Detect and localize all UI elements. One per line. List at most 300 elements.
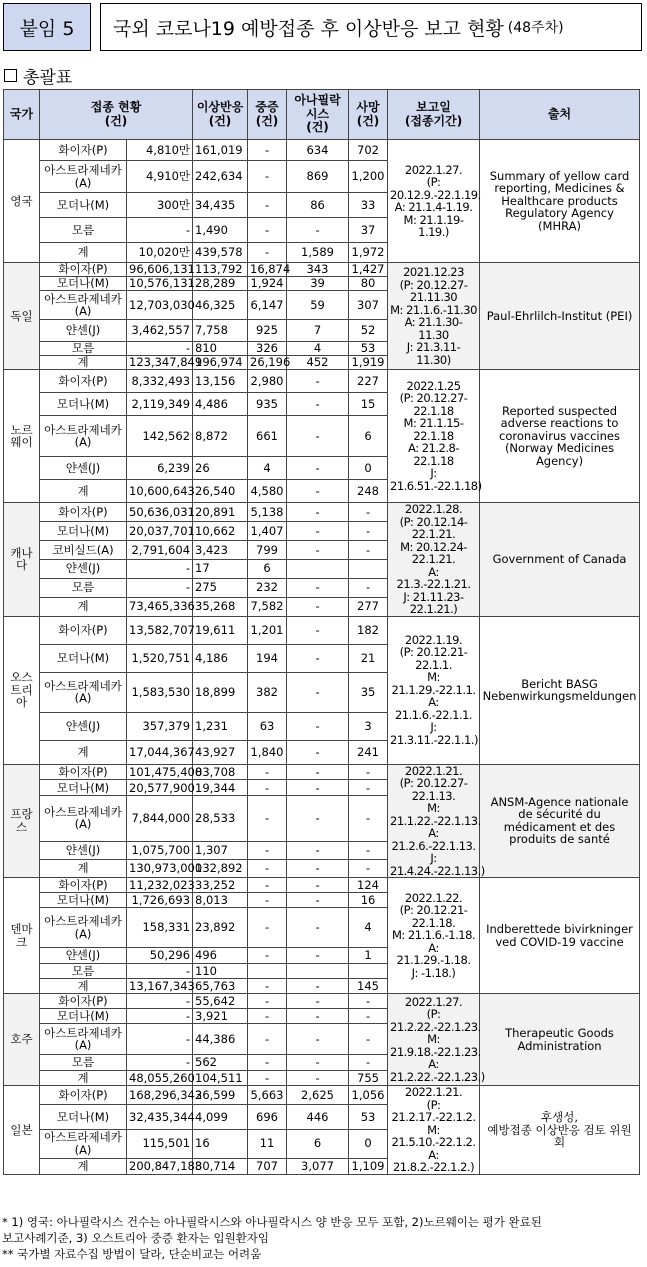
anaphylaxis-value: - (287, 480, 349, 503)
death-value: 53 (349, 1105, 388, 1130)
doses-value: 2,791,604 (127, 540, 193, 559)
country-name: 독일 (4, 263, 40, 370)
vaccine-name: 아스트라제네카(A) (40, 1024, 127, 1055)
severe-value: - (248, 796, 287, 841)
vaccine-name: 모더나(M) (40, 644, 127, 672)
death-value: 0 (349, 1129, 388, 1158)
doses-value: 50,636,031 (127, 503, 193, 522)
vaccine-name: 화이자(P) (40, 263, 127, 277)
vaccine-name: 코비실드(A) (40, 540, 127, 559)
doses-value: 73,465,336 (127, 597, 193, 616)
footnote-line: * 1) 영국: 아나필락시스 건수는 아나필락시스와 아나필락시스 양 반응 모두 포함, 2)노르웨이는 평가 완료된 (2, 1215, 542, 1229)
vaccine-name: 아스트라제네카(A) (40, 672, 127, 712)
severe-value: 382 (248, 672, 287, 712)
death-value: 53 (349, 342, 388, 356)
vaccine-name: 계 (40, 243, 127, 263)
severe-value: 11 (248, 1129, 287, 1158)
doses-value: 168,296,343 (127, 1086, 193, 1105)
doses-value: 11,232,023 (127, 878, 193, 893)
table-row (4, 1086, 640, 1105)
anaphylaxis-value (287, 964, 349, 979)
doses-value: - (127, 1055, 193, 1071)
footnotes (2, 1214, 645, 1262)
header-col-adverse: 이상반응 (건) (193, 90, 248, 140)
severe-value: 63 (248, 712, 287, 740)
severe-value: - (248, 161, 287, 193)
vaccine-name: 계 (40, 1071, 127, 1086)
country-name: 오스 트리 아 (4, 616, 40, 764)
severe-value: - (248, 780, 287, 796)
death-value: 241 (349, 740, 388, 764)
adverse-value: 7,758 (193, 320, 248, 342)
adverse-value: 113,792 (193, 263, 248, 277)
death-value: - (349, 796, 388, 841)
page-title-week: (48주차) (507, 20, 564, 36)
death-value: - (349, 841, 388, 859)
header-col-severe: 중증 (건) (248, 90, 287, 140)
adverse-value: 83,708 (193, 764, 248, 780)
vaccine-name: 모름 (40, 578, 127, 597)
vaccine-name: 아스트라제네카(A) (40, 1129, 127, 1158)
death-value: 0 (349, 457, 388, 480)
anaphylaxis-value: 446 (287, 1105, 349, 1130)
doses-value: - (127, 342, 193, 356)
country-name: 호주 (4, 994, 40, 1086)
doses-value: - (127, 218, 193, 243)
adverse-value: 496 (193, 948, 248, 964)
anaphylaxis-value: - (287, 908, 349, 948)
table-row (4, 764, 640, 780)
anaphylaxis-value: 2,625 (287, 1086, 349, 1105)
death-value: 21 (349, 644, 388, 672)
doses-value: - (127, 1024, 193, 1055)
header-col-doses: 접종 현황 (건) (40, 90, 193, 140)
adverse-value: 18,899 (193, 672, 248, 712)
death-value: - (349, 780, 388, 796)
anaphylaxis-value: - (287, 841, 349, 859)
source-name: Government of Canada (480, 503, 640, 617)
anaphylaxis-value: 86 (287, 193, 349, 218)
severe-value: 4 (248, 457, 287, 480)
death-value: - (349, 1009, 388, 1024)
header-col-report-date: 보고일 (접종기간) (388, 90, 480, 140)
vaccine-name: 모더나(M) (40, 193, 127, 218)
death-value: 1,919 (349, 356, 388, 370)
anaphylaxis-value: - (287, 712, 349, 740)
country-name: 영국 (4, 140, 40, 263)
death-value: - (349, 503, 388, 522)
doses-value: - (127, 1009, 193, 1024)
anaphylaxis-value: - (287, 457, 349, 480)
anaphylaxis-value: 634 (287, 140, 349, 161)
severe-value: 6 (248, 559, 287, 578)
doses-value: 300만 (127, 193, 193, 218)
adverse-value: 23,892 (193, 908, 248, 948)
report-period: 2022.1.27. (P: 21.2.22.-22.1.23. M: 21.9.18.-22.1.23. A: 21.2.22.-22.1.23.) (388, 994, 480, 1086)
severe-value: - (248, 878, 287, 893)
doses-value: 1,520,751 (127, 644, 193, 672)
doses-value: 200,847,188 (127, 1158, 193, 1174)
vaccine-name: 모더나(M) (40, 893, 127, 908)
vaccine-name: 화이자(P) (40, 994, 127, 1009)
doses-value: 8,332,493 (127, 370, 193, 393)
adverse-value: 8,872 (193, 416, 248, 457)
adverse-value: 10,662 (193, 521, 248, 540)
severe-value: 1,840 (248, 740, 287, 764)
doses-value: 10,020만 (127, 243, 193, 263)
anaphylaxis-value: - (287, 370, 349, 393)
report-period: 2021.12.23 (P: 20.12.27- 21.11.30 M: 21.1.6.-11.30 A: 21.1.30-11.30 J: 21.3.11-11.30) (388, 263, 480, 370)
adverse-value: 30,714 (193, 1158, 248, 1174)
doses-value: 13,582,707 (127, 616, 193, 644)
vaccine-name: 얀센(J) (40, 457, 127, 480)
adverse-value: 196,974 (193, 356, 248, 370)
death-value: - (349, 1024, 388, 1055)
severe-value: 232 (248, 578, 287, 597)
anaphylaxis-value: - (287, 597, 349, 616)
vaccine-name: 계 (40, 480, 127, 503)
adverse-value: 28,533 (193, 796, 248, 841)
vaccine-name: 얀센(J) (40, 712, 127, 740)
severe-value: 707 (248, 1158, 287, 1174)
adverse-value: 4,186 (193, 644, 248, 672)
death-value: 33 (349, 193, 388, 218)
severe-value: - (248, 948, 287, 964)
adverse-value: 275 (193, 578, 248, 597)
vaccine-name: 모름 (40, 964, 127, 979)
adverse-value: 20,891 (193, 503, 248, 522)
doses-value: 1,075,700 (127, 841, 193, 859)
death-value: 1 (349, 948, 388, 964)
anaphylaxis-value: - (287, 878, 349, 893)
country-name: 캐나 다 (4, 503, 40, 617)
anaphylaxis-value: - (287, 393, 349, 416)
anaphylaxis-value: - (287, 994, 349, 1009)
anaphylaxis-value: - (287, 218, 349, 243)
vaccine-name: 계 (40, 979, 127, 994)
doses-value: 4,910만 (127, 161, 193, 193)
doses-value: 32,435,344 (127, 1105, 193, 1130)
country-name: 일본 (4, 1086, 40, 1175)
adverse-value: 4,099 (193, 1105, 248, 1130)
death-value: 4 (349, 908, 388, 948)
severe-value: - (248, 218, 287, 243)
severe-value: 696 (248, 1105, 287, 1130)
vaccine-name: 모더나(M) (40, 277, 127, 291)
severe-value: 1,407 (248, 521, 287, 540)
vaccine-name: 모더나(M) (40, 521, 127, 540)
anaphylaxis-value: 6 (287, 1129, 349, 1158)
header-col-country: 국가 (4, 90, 40, 140)
vaccine-name: 화이자(P) (40, 764, 127, 780)
attachment-badge: 붙임 5 (3, 3, 91, 51)
death-value: 35 (349, 672, 388, 712)
adverse-value: 16 (193, 1129, 248, 1158)
report-period: 2022.1.27. (P: 20.12.9.-22.1.19. A: 21.1.4-1.19. M: 21.1.19-1.19.) (388, 140, 480, 263)
severe-value: 661 (248, 416, 287, 457)
doses-value: 115,501 (127, 1129, 193, 1158)
death-value: - (349, 540, 388, 559)
adverse-value: 4,486 (193, 393, 248, 416)
severe-value: 925 (248, 320, 287, 342)
vaccine-name: 계 (40, 597, 127, 616)
severe-value: - (248, 1009, 287, 1024)
anaphylaxis-value (287, 559, 349, 578)
anaphylaxis-value: 39 (287, 277, 349, 291)
adverse-value: 33,252 (193, 878, 248, 893)
doses-value: 10,600,643 (127, 480, 193, 503)
severe-value: - (248, 764, 287, 780)
report-period: 2022.1.28. (P: 20.12.14-22.1.21. M: 20.12.24-22.1.21. A: 21.3.-22.1.21. J: 21.11.23-22.1.21.) (388, 503, 480, 617)
vaccine-name: 화이자(P) (40, 1086, 127, 1105)
severe-value: - (248, 1024, 287, 1055)
vaccine-name: 모더나(M) (40, 1105, 127, 1130)
anaphylaxis-value: 7 (287, 320, 349, 342)
vaccine-name: 모더나(M) (40, 780, 127, 796)
death-value: 124 (349, 878, 388, 893)
table-row (4, 140, 640, 161)
anaphylaxis-value: - (287, 1055, 349, 1071)
death-value: 755 (349, 1071, 388, 1086)
anaphylaxis-value: 4 (287, 342, 349, 356)
doses-value: 6,239 (127, 457, 193, 480)
adverse-value: 3,921 (193, 1009, 248, 1024)
death-value: 6 (349, 416, 388, 457)
table-row (4, 263, 640, 277)
severe-value: 326 (248, 342, 287, 356)
adverse-value: 43,927 (193, 740, 248, 764)
vaccine-name: 화이자(P) (40, 140, 127, 161)
country-name: 노르 웨이 (4, 370, 40, 503)
severe-value: - (248, 994, 287, 1009)
footnote-line: 보고사례기준, 3) 오스트리아 중증 환자는 입원환자임 (2, 1231, 270, 1245)
doses-value: 142,562 (127, 416, 193, 457)
doses-value: 50,296 (127, 948, 193, 964)
table-row (4, 616, 640, 644)
table-row (4, 370, 640, 393)
adverse-value: 1,307 (193, 841, 248, 859)
anaphylaxis-value: - (287, 416, 349, 457)
anaphylaxis-value: - (287, 672, 349, 712)
severe-value: - (248, 140, 287, 161)
death-value: 145 (349, 979, 388, 994)
doses-value: 123,347,849 (127, 356, 193, 370)
doses-value: 7,844,000 (127, 796, 193, 841)
anaphylaxis-value: - (287, 616, 349, 644)
severe-value: - (248, 1071, 287, 1086)
doses-value: - (127, 578, 193, 597)
death-value: - (349, 578, 388, 597)
adverse-value: 161,019 (193, 140, 248, 161)
table-row (4, 503, 640, 522)
death-value: 3 (349, 712, 388, 740)
severe-value: - (248, 979, 287, 994)
death-value: - (349, 1055, 388, 1071)
adverse-value: 55,642 (193, 994, 248, 1009)
severe-value: 1,201 (248, 616, 287, 644)
header-col-anaphylaxis: 아나필락 시스 (건) (287, 90, 349, 140)
adverse-value: 46,325 (193, 291, 248, 320)
header-col-source: 출처 (480, 90, 640, 140)
vaccine-name: 아스트라제네카(A) (40, 796, 127, 841)
vaccine-name: 계 (40, 859, 127, 877)
death-value: 277 (349, 597, 388, 616)
severe-value: 1,924 (248, 277, 287, 291)
adverse-value: 8,013 (193, 893, 248, 908)
anaphylaxis-value: - (287, 979, 349, 994)
doses-value: 3,462,557 (127, 320, 193, 342)
anaphylaxis-value: 3,077 (287, 1158, 349, 1174)
anaphylaxis-value: - (287, 503, 349, 522)
report-period: 2022.1.21. (P: 20.12.27-22.1.13. M: 21.1.22.-22.1.13. A: 21.2.6.-22.1.13. J: 21.4.24.-22.1.13.) (388, 764, 480, 878)
adverse-value: 132,892 (193, 859, 248, 877)
doses-value: - (127, 964, 193, 979)
page-title-text: 국외 코로나19 예방접종 후 이상반응 보고 현황 (113, 17, 504, 40)
death-value: 1,056 (349, 1086, 388, 1105)
doses-value: 20,037,701 (127, 521, 193, 540)
death-value: - (349, 764, 388, 780)
vaccine-name: 화이자(P) (40, 503, 127, 522)
anaphylaxis-value: - (287, 1009, 349, 1024)
vaccine-name: 계 (40, 356, 127, 370)
vaccine-name: 얀센(J) (40, 948, 127, 964)
doses-value: 17,044,367 (127, 740, 193, 764)
report-period: 2022.1.25 (P: 20.12.27-22.1.18 M: 21.1.15-22.1.18 A: 21.2.8-22.1.18 J: 21.6.51.-22.1.18) (388, 370, 480, 503)
footnote-line: ** 국가별 자료수집 방법이 달라, 단순비교는 어려움 (2, 1247, 262, 1261)
vaccine-name: 아스트라제네카(A) (40, 416, 127, 457)
vaccine-name: 아스트라제네카(A) (40, 908, 127, 948)
anaphylaxis-value: - (287, 1071, 349, 1086)
doses-value: 10,576,131 (127, 277, 193, 291)
adverse-value: 19,611 (193, 616, 248, 644)
doses-value: 13,167,343 (127, 979, 193, 994)
adverse-value: 810 (193, 342, 248, 356)
adverse-value: 1,231 (193, 712, 248, 740)
death-value: 80 (349, 277, 388, 291)
vaccine-name: 모름 (40, 342, 127, 356)
vaccine-name: 얀센(J) (40, 841, 127, 859)
adverse-value: 104,511 (193, 1071, 248, 1086)
adverse-value: 1,490 (193, 218, 248, 243)
doses-value: 4,810만 (127, 140, 193, 161)
section-title: 총괄표 (23, 68, 73, 88)
header-col-death: 사망 (건) (349, 90, 388, 140)
vaccine-name: 얀센(J) (40, 320, 127, 342)
death-value: 1,200 (349, 161, 388, 193)
severe-value: 26,196 (248, 356, 287, 370)
country-name: 프랑 스 (4, 764, 40, 878)
death-value: 307 (349, 291, 388, 320)
source-name: Bericht BASG Nebenwirkungsmeldungen (480, 616, 640, 764)
section-heading (4, 63, 72, 88)
doses-value: 1,583,530 (127, 672, 193, 712)
vaccine-name: 화이자(P) (40, 370, 127, 393)
anaphylaxis-value: - (287, 1024, 349, 1055)
death-value (349, 964, 388, 979)
severe-value: - (248, 243, 287, 263)
anaphylaxis-value: - (287, 948, 349, 964)
anaphylaxis-value: - (287, 521, 349, 540)
adverse-value: 562 (193, 1055, 248, 1071)
death-value: 1,427 (349, 263, 388, 277)
vaccine-name: 모더나(M) (40, 1009, 127, 1024)
doses-value: 101,475,400 (127, 764, 193, 780)
adverse-value: 26,599 (193, 1086, 248, 1105)
death-value: 227 (349, 370, 388, 393)
anaphylaxis-value: - (287, 859, 349, 877)
vaccine-name: 계 (40, 1158, 127, 1174)
severe-value (248, 964, 287, 979)
vaccine-name: 모름 (40, 218, 127, 243)
header (3, 3, 642, 53)
anaphylaxis-value: 343 (287, 263, 349, 277)
source-name: Paul-Ehrlilch-Institut (PEI) (480, 263, 640, 370)
table-row (4, 994, 640, 1009)
vaccine-name: 모름 (40, 1055, 127, 1071)
death-value (349, 559, 388, 578)
adverse-value: 242,634 (193, 161, 248, 193)
doses-value: - (127, 559, 193, 578)
doses-value: 2,119,349 (127, 393, 193, 416)
vaccine-name: 화이자(P) (40, 616, 127, 644)
anaphylaxis-value: 452 (287, 356, 349, 370)
adverse-value: 44,386 (193, 1024, 248, 1055)
source-name: Indberettede bivirkninger ved COVID-19 vaccine (480, 878, 640, 994)
anaphylaxis-value: - (287, 644, 349, 672)
adverse-value: 13,156 (193, 370, 248, 393)
death-value: 15 (349, 393, 388, 416)
summary-table (3, 89, 640, 1175)
anaphylaxis-value: - (287, 796, 349, 841)
adverse-value: 17 (193, 559, 248, 578)
doses-value: 158,331 (127, 908, 193, 948)
adverse-value: 3,423 (193, 540, 248, 559)
doses-value: 357,379 (127, 712, 193, 740)
vaccine-name: 얀센(J) (40, 559, 127, 578)
doses-value: - (127, 994, 193, 1009)
death-value: 37 (349, 218, 388, 243)
severe-value: 2,980 (248, 370, 287, 393)
severe-value: - (248, 1055, 287, 1071)
source-name: ANSM-Agence nationale de sécurité du médicament et des produits de santé (480, 764, 640, 878)
report-period: 2022.1.19. (P: 20.12.21-22.1.1. M: 21.1.29.-22.1.1. A: 21.1.6.-22.1.1. J: 21.3.11.-22.1.1.) (388, 616, 480, 764)
severe-value: - (248, 193, 287, 218)
adverse-value: 34,435 (193, 193, 248, 218)
death-value: 1,972 (349, 243, 388, 263)
death-value: 248 (349, 480, 388, 503)
source-name: 후생성, 예방접종 이상반응 검토 위원회 (480, 1086, 640, 1175)
severe-value: 7,582 (248, 597, 287, 616)
table-header-row (4, 90, 640, 140)
vaccine-name: 아스트라제네카(A) (40, 161, 127, 193)
doses-value: 1,726,693 (127, 893, 193, 908)
adverse-value: 19,344 (193, 780, 248, 796)
adverse-value: 26 (193, 457, 248, 480)
anaphylaxis-value: - (287, 893, 349, 908)
vaccine-name: 화이자(P) (40, 878, 127, 893)
anaphylaxis-value: 59 (287, 291, 349, 320)
adverse-value: 110 (193, 964, 248, 979)
doses-value: 12,703,030 (127, 291, 193, 320)
death-value: - (349, 521, 388, 540)
vaccine-name: 모더나(M) (40, 393, 127, 416)
page-title (100, 3, 642, 51)
severe-value: - (248, 859, 287, 877)
doses-value: 130,973,000 (127, 859, 193, 877)
vaccine-name: 아스트라제네카(A) (40, 291, 127, 320)
death-value: 52 (349, 320, 388, 342)
table-row (4, 878, 640, 893)
